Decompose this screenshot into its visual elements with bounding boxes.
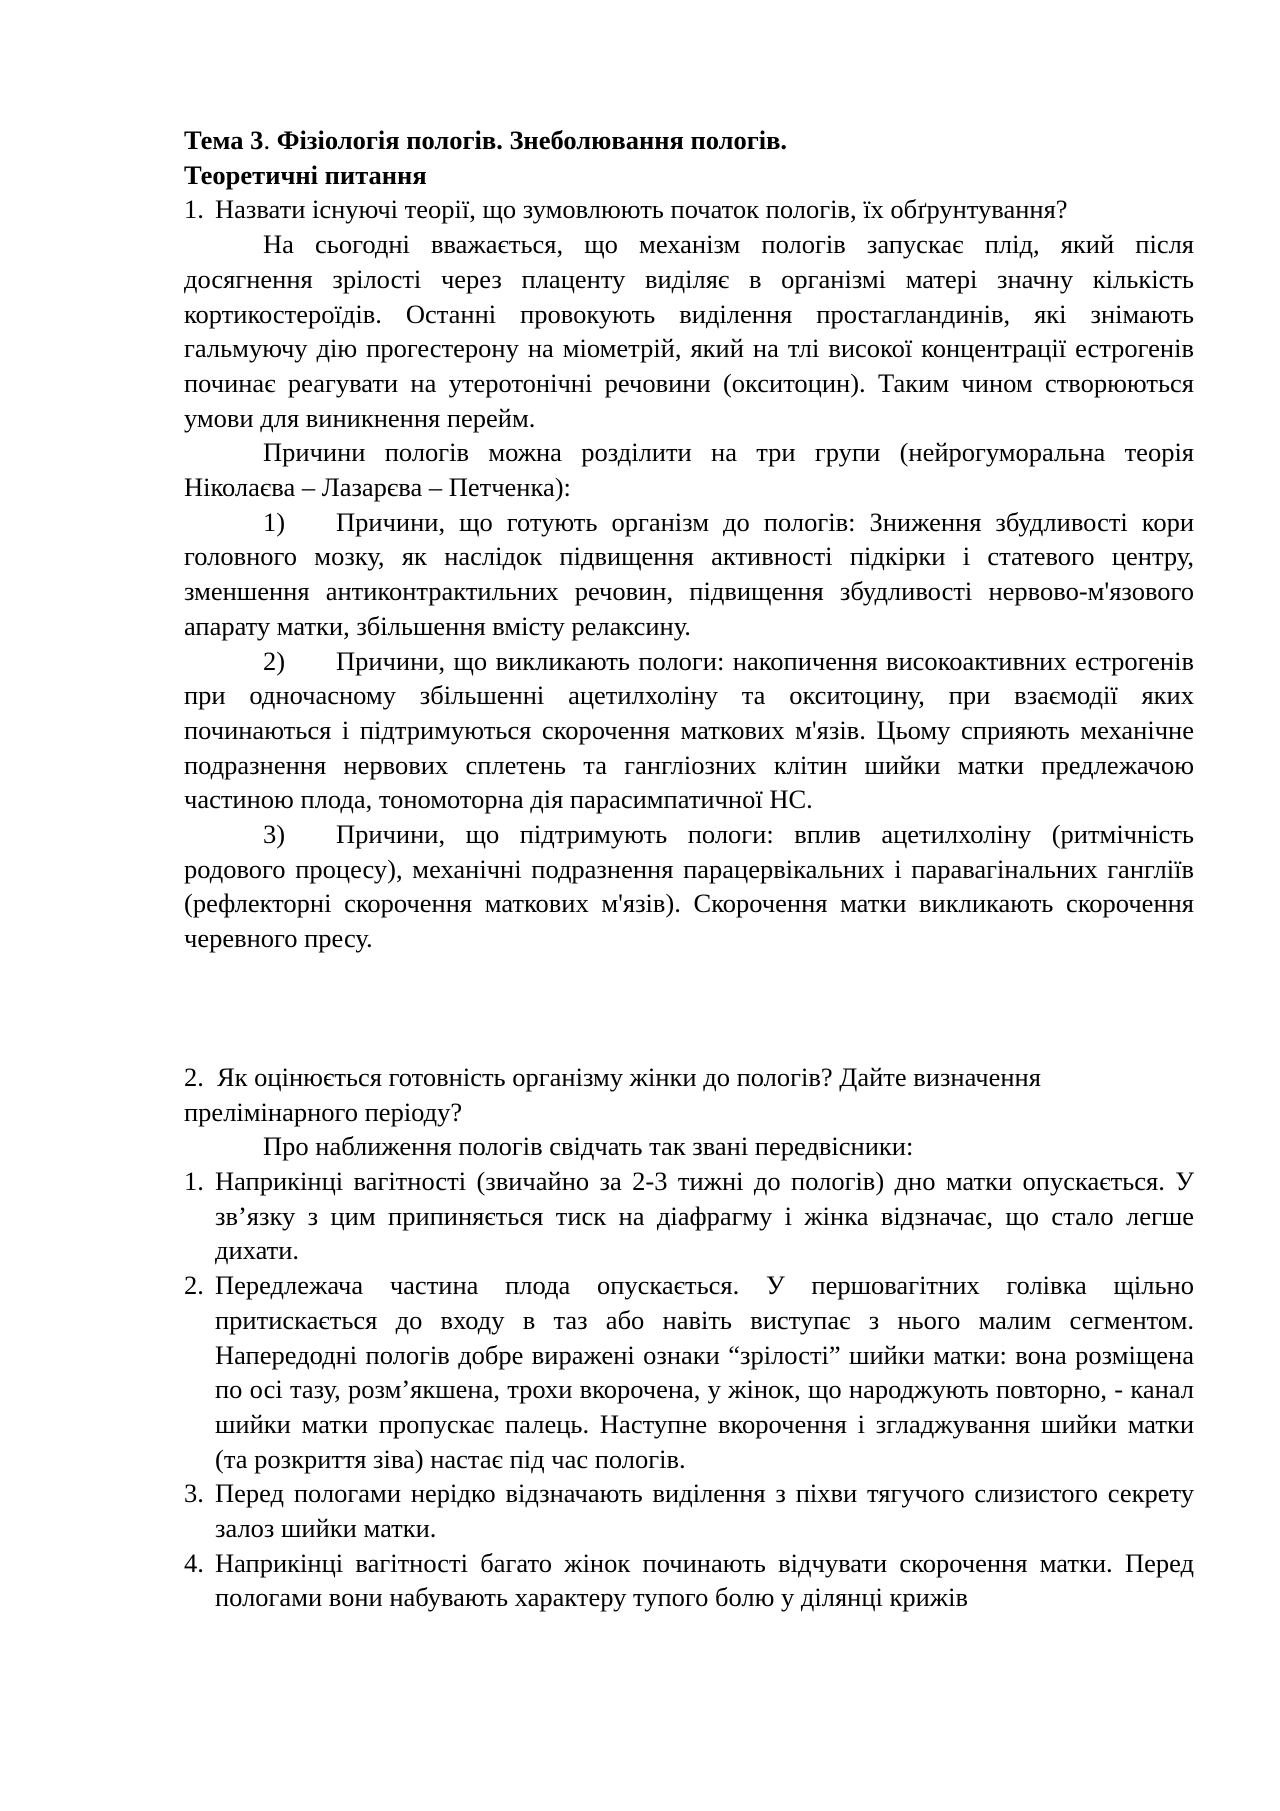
reason-text: Причини, що підтримують пологи: вплив ацетилхоліну (ритмічність родового процесу), механічні подразнення парацервікальних і паравагінальних гангліїв (рефлекторні скорочення маткових м'язів). Скорочення матки викликають скорочення черевного пресу. — [184, 819, 1194, 954]
list-item — [184, 1268, 1194, 1476]
topic-title-prefix: Тема 3 — [184, 125, 264, 155]
topic-title-dot: . — [263, 125, 271, 155]
document-page — [184, 123, 1194, 1615]
paragraph-spacer — [184, 956, 1194, 1060]
list-item-number: 3. — [184, 1478, 204, 1509]
answer-2-intro: Про наближення пологів свідчать так звані передвісники: — [263, 1131, 914, 1162]
list-item — [184, 1546, 1194, 1615]
topic-title-text: Фізіологія пологів. Знеболювання пологів. — [270, 125, 788, 155]
list-item — [184, 1476, 1194, 1545]
answer-1-paragraph-2: Причини пологів можна розділити на три групи (нейрогуморальна теорія Ніколаєва – Лазарєва – Петченка): — [184, 437, 1194, 503]
reason-item — [184, 505, 1194, 644]
question-1 — [184, 192, 1194, 227]
section-subtitle: Теоретичні питання — [184, 159, 427, 190]
reason-item — [184, 644, 1194, 818]
list-item-text: Перед пологами нерідко відзначають виділення з піхви тягучого слизистого секрету залоз шийки матки. — [215, 1478, 1194, 1544]
reason-text: Причини, що готують організм до пологів: Зниження збудливості кори головного мозку, як наслідок підвищення активності підкірки і статевого центру, зменшення антиконтрактильних речовин, підвищення збудливості нервово-м'язового апарату матки, збільшення вмісту релаксину. — [184, 506, 1194, 641]
reason-number: 1) — [263, 506, 286, 537]
list-item-text: Передлежача частина плода опускається. У першовагітних голівка щільно притискається до входу в таз або навіть виступає з нього малим сегментом. Напередодні пологів добре виражені ознаки “зрілості” шийки матки: вона розміщена по осі тазу, розм’якшена, трохи вкорочена, у жінок, що народжують повторно, - канал шийки матки пропускає палець. Наступне вкорочення і згладжування шийки матки (та розкриття зіва) настає під час пологів. — [215, 1270, 1194, 1474]
answer-1-paragraph-1: На сьогодні вважається, що механізм пологів запускає плід, який після досягнення зрілості через плаценту виділяє в організмі матері значну кількість кортикостероїдів. Останні провокують виділення простагландинів, які знімають гальмуючу дію прогестерону на міометрій, який на тлі високої концентрації естрогенів починає реагувати на утеротонічні речовини (окситоцин). Таким чином створюються умови для виникнення перейм. — [184, 229, 1194, 433]
question-2-text: Як оцінюється готовність організму жінки до пологів? Дайте визначення прелімінарного періоду? — [184, 1061, 1041, 1127]
reason-number: 3) — [263, 819, 286, 850]
list-item-text: Наприкінці вагітності (звичайно за 2-3 тижні до пологів) дно матки опускається. У зв’язку з цим припиняється тиск на діафрагму і жінка відзначає, що стало легше дихати. — [215, 1165, 1194, 1266]
question-1-text: Назвати існуючі теорії, що зумовлюють початок пологів, їх обґрунтування? — [215, 194, 1068, 225]
list-item-text: Наприкінці вагітності багато жінок починають відчувати скорочення матки. Перед пологами вони набувають характеру тупого болю у ділянці крижів — [215, 1547, 1194, 1613]
topic-title — [184, 123, 1194, 158]
list-item — [184, 1164, 1194, 1268]
reason-text: Причини, що викликають пологи: накопичення високоактивних естрогенів при одночасному збільшенні ацетилхоліну та окситоцину, при взаємодії яких починаються і підтримуються скорочення маткових м'язів. Цьому сприяють механічне подразнення нервових сплетень та гангліозних клітин шийки матки предлежачою частиною плода, тономоторна дія парасимпатичної НС. — [184, 645, 1194, 815]
question-2 — [184, 1060, 1194, 1129]
list-item-number: 4. — [184, 1547, 204, 1578]
list-item-number: 2. — [184, 1270, 204, 1301]
reason-item — [184, 817, 1194, 956]
reason-number: 2) — [263, 645, 286, 676]
question-2-marker: 2. — [184, 1061, 204, 1092]
list-item-number: 1. — [184, 1165, 204, 1196]
question-1-marker: 1. — [184, 194, 204, 225]
